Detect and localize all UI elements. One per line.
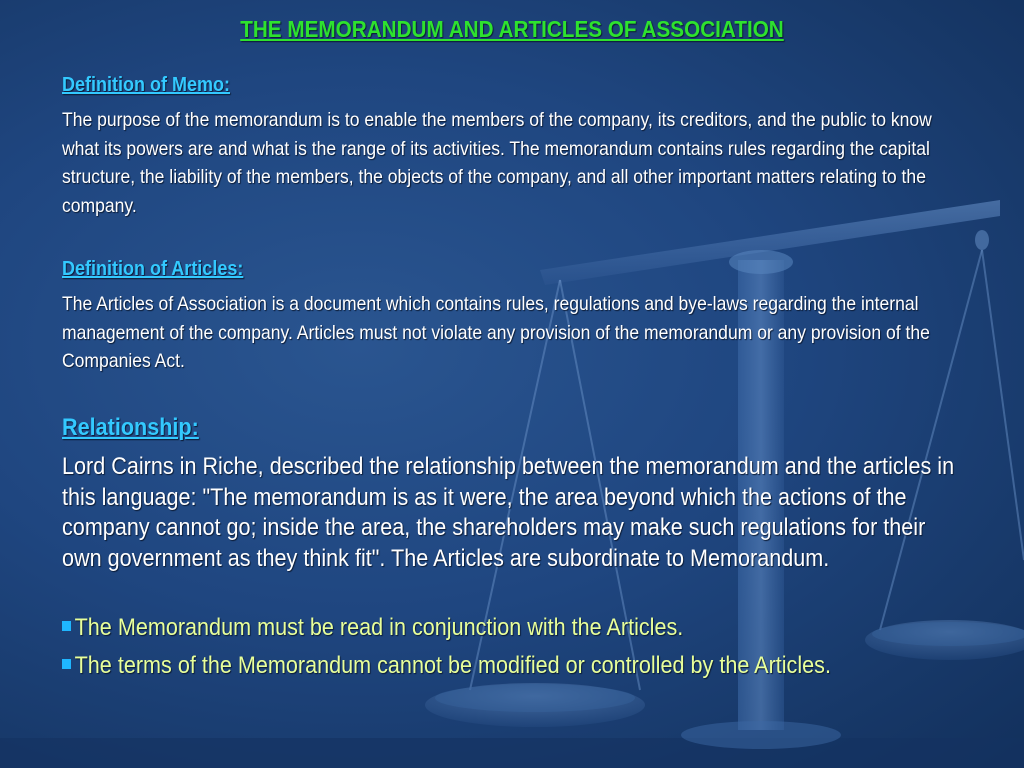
memo-section (62, 74, 962, 97)
articles-section (62, 258, 962, 281)
relationship-section (62, 414, 962, 442)
square-bullet-icon (62, 659, 71, 669)
relationship-paragraph-block (62, 452, 962, 574)
memo-paragraph: The purpose of the memorandum is to enable the members of the company, its creditors, and the public to know what its powers are and what is the range of its activities. The memorandum contains rules regarding the capital structure, the liability of the members, the objects of the company, and all other important matters relating to the company. (62, 109, 932, 217)
relationship-heading: Relationship: (62, 414, 199, 441)
relationship-paragraph: Lord Cairns in Riche, described the relationship between the memorandum and the articles in this language: "The memorandum is as it were, the area beyond which the actions of the company cannot go; inside the area, the shareholders may make such regulations for their own government as they think fit". The Articles are subordinate to Memorandum. (62, 453, 955, 572)
memo-heading: Definition of Memo: (62, 74, 230, 96)
bullet-text: The terms of the Memorandum cannot be modified or controlled by the Articles. (74, 652, 831, 679)
list-item (62, 652, 962, 680)
bullet-list-2 (62, 652, 962, 680)
articles-paragraph-block (62, 290, 962, 376)
slide-title: THE MEMORANDUM AND ARTICLES OF ASSOCIATION (240, 16, 784, 42)
list-item (62, 614, 962, 642)
bullet-list (62, 614, 962, 642)
square-bullet-icon (62, 621, 71, 631)
articles-paragraph: The Articles of Association is a document which contains rules, regulations and bye-laws regarding the internal management of the company. Articles must not violate any provision of the memorandum or any provision of the Companies Act. (62, 293, 930, 372)
bullet-text: The Memorandum must be read in conjunction with the Articles. (74, 614, 684, 641)
memo-paragraph-block (62, 106, 962, 220)
articles-heading: Definition of Articles: (62, 258, 244, 280)
